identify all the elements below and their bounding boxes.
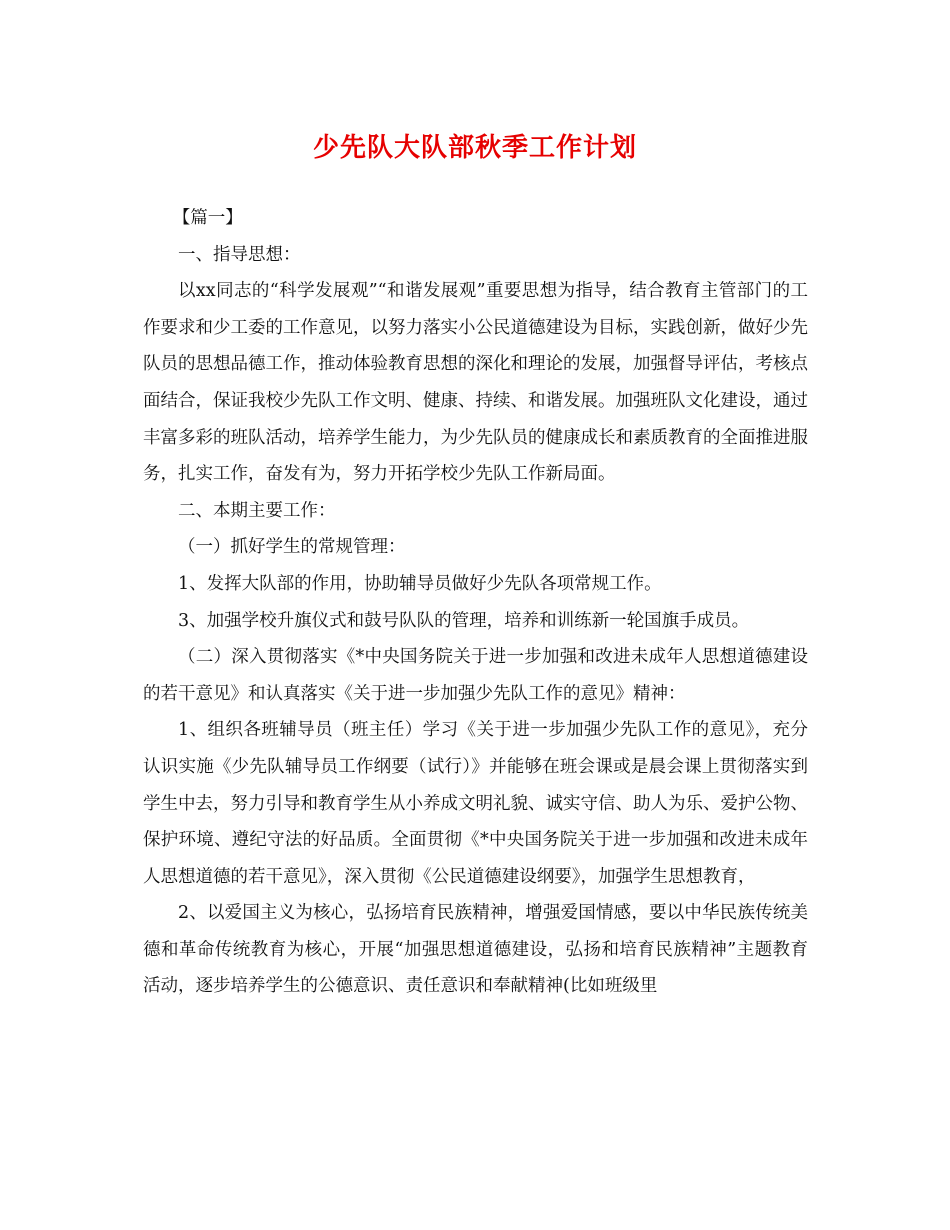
section-heading: 一、指导思想： — [178, 244, 301, 265]
section-label: 【篇一】 — [172, 208, 243, 228]
list-item: 1、发挥大队部的作用，协助辅导员做好少先队各项常规工作。 — [178, 573, 662, 594]
document-body — [143, 200, 808, 1005]
section-heading: 二、本期主要工作： — [178, 500, 336, 521]
subsection-heading: （二）深入贯彻落实《*中央国务院关于进一步加强和改进未成年人思想道德建设的若干意见》和认真落实《关于进一步加强少先队工作的意见》精神： — [143, 647, 808, 704]
paragraph: 以xx同志的“科学发展观”“和谐发展观”重要思想为指导，结合教育主管部门的工作要求和少工委的工作意见，以努力落实小公民道德建设为目标，实践创新，做好少先队员的思想品德工作，推动体验教育思想的深化和理论的发展，加强督导评估，考核点面结合，保证我校少先队工作文明、健康、持续、和谐发展。加强班队文化建设，通过丰富多彩的班队活动，培养学生能力，为少先队员的健康成长和素质教育的全面推进服务，扎实工作，奋发有为，努力开拓学校少先队工作新局面。 — [143, 281, 808, 485]
list-item: 1、组织各班辅导员（班主任）学习《关于进一步加强少先队工作的意见》，充分认识实施《少先队辅导员工作纲要（试行）》并能够在班会课或是晨会课上贯彻落实到学生中去，努力引导和教育学生从小养成文明礼貌、诚实守信、助人为乐、爱护公物、保护环境、遵纪守法的好品质。全面贯彻《*中央国务院关于进一步加强和改进未成年人思想道德的若干意见》，深入贯彻《公民道德建设纲要》，加强学生思想教育， — [143, 720, 808, 887]
document-title: 少先队大队部秋季工作计划 — [312, 133, 637, 163]
subsection-heading: （一）抓好学生的常规管理： — [178, 537, 406, 558]
list-item: 2、以爱国主义为核心，弘扬培育民族精神，增强爱国情感，要以中华民族传统美德和革命传统教育为核心，开展“加强思想道德建设，弘扬和培育民族精神”主题教育活动，逐步培养学生的公德意识、责任意识和奉献精神(比如班级里 — [143, 903, 808, 997]
list-item: 3、加强学校升旗仪式和鼓号队队的管理，培养和训练新一轮国旗手成员。 — [178, 610, 750, 631]
